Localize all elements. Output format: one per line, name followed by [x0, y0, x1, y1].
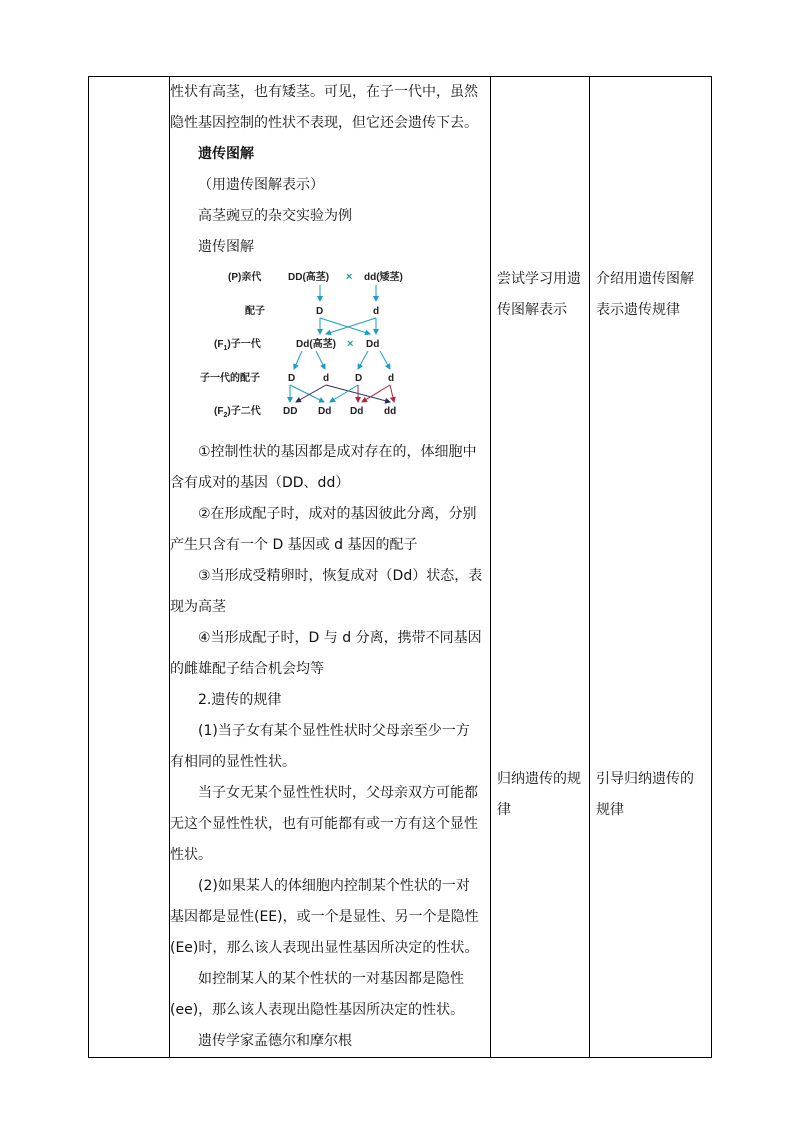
- section-heading: 2.遗传的规律: [198, 692, 282, 708]
- text-line: 传图解表示: [497, 302, 567, 318]
- text-line: 的雌雄配子结合机会均等: [170, 661, 324, 677]
- student-activity-2: [497, 764, 585, 826]
- arrow-x7: [362, 385, 390, 402]
- f1-gamete-2: d: [323, 373, 330, 384]
- f1-right: Dd: [366, 339, 380, 350]
- text-line: 律: [497, 802, 511, 818]
- gamete-d: d: [373, 306, 380, 317]
- text-line: 介绍用遗传图解: [596, 271, 694, 287]
- text-line: 产生只含有一个 D 基因或 d 基因的配子: [170, 537, 418, 553]
- arrow-x2: [290, 385, 324, 402]
- parent-dd: dd(矮茎): [364, 272, 403, 283]
- teacher-activity-1: [596, 264, 707, 326]
- text-line: (ee)，那么该人表现出隐性基因所决定的性状。: [170, 1002, 465, 1018]
- f1-gamete-1: D: [288, 373, 296, 384]
- f2-DD: DD: [283, 406, 298, 417]
- text-line: 规律: [596, 802, 624, 818]
- text-line: ①控制性状的基因都是成对存在的，体细胞中: [198, 444, 477, 460]
- f2-Dd-1: Dd: [318, 406, 332, 417]
- cross-icon-f1: ×: [347, 338, 354, 350]
- text-line: 如控制某人的某个性状的一对基因都是隐性: [198, 971, 464, 987]
- parent-DD: DD(高茎): [288, 272, 330, 283]
- arrow-f1a: [294, 351, 302, 369]
- text-line: 有相同的显性性状。: [170, 754, 296, 770]
- text-line: 当子女无某个显性性状时，父母亲双方可能都: [198, 785, 478, 801]
- arrow-f1b: [316, 351, 325, 369]
- arrow-g2: [320, 318, 370, 334]
- gamete-D: D: [316, 306, 324, 317]
- paren-note: （用遗传图解表示）: [198, 177, 324, 193]
- text-line: ③当形成受精卵时，恢复成对（Dd）状态，表: [198, 568, 483, 584]
- f1-left: Dd(高茎): [296, 339, 336, 350]
- f2-Dd-2: Dd: [350, 406, 364, 417]
- text-line: 性状。: [170, 847, 212, 863]
- text-line: ②在形成配子时，成对的基因彼此分离，分别: [198, 506, 477, 522]
- text-line: (1)当子女有某个显性性状时父母亲至少一方: [198, 723, 470, 739]
- text-line: 无这个显性性状，也有可能都有或一方有这个显性: [170, 816, 478, 832]
- text-line: ④当形成配子时，D 与 d 分离，携带不同基因: [198, 630, 482, 646]
- text-line: 现为高茎: [170, 599, 226, 615]
- text-line: 引导归纳遗传的: [596, 771, 694, 787]
- text-line: 含有成对的基因（DD、dd）: [170, 475, 350, 491]
- label-f1-gamete: 子一代的配子: [200, 373, 260, 384]
- student-activity-1: [497, 264, 585, 326]
- content-cell: [170, 77, 491, 1058]
- f2-dd: dd: [384, 406, 397, 417]
- text-line: 遗传学家孟德尔和摩尔根: [198, 1033, 352, 1049]
- text-line: 尝试学习用遗: [497, 271, 581, 287]
- f1-gamete-4: d: [388, 373, 395, 384]
- arrow-x8: [390, 385, 394, 402]
- arrow-f1d: [380, 351, 390, 369]
- label-gamete: 配子: [245, 306, 265, 317]
- heading-diagram: 遗传图解: [198, 146, 254, 162]
- text-line: 基因都是显性(EE)，或一个是显性、另一个是隐性: [170, 909, 479, 925]
- arrow-g3: [326, 318, 376, 334]
- text-line: (2)如果某人的体细胞内控制某个性状的一对: [198, 878, 470, 894]
- heading-diagram-2: 遗传图解: [198, 239, 254, 255]
- arrow-f1c: [358, 351, 368, 369]
- text-line: 表示遗传规律: [596, 302, 680, 318]
- genetic-cross-diagram: [170, 265, 490, 435]
- label-parent: (P)亲代: [228, 272, 262, 283]
- arrow-x3: [296, 385, 326, 402]
- student-activity-cell: [491, 77, 590, 1058]
- lesson-table: [88, 76, 712, 1058]
- text-line: (Ee)时，那么该人表现出显性基因所决定的性状。: [170, 940, 479, 956]
- text-line: 隐性基因控制的性状不表现，但它还会遗传下去。: [170, 115, 478, 131]
- example-text: 高茎豌豆的杂交实验为例: [198, 208, 352, 224]
- cross-icon: ×: [346, 271, 353, 283]
- teacher-activity-2: [596, 764, 707, 826]
- text-line: 归纳遗传的规: [497, 771, 581, 787]
- cross-diagram-svg: [170, 265, 478, 435]
- empty-column-cell: [89, 77, 170, 1058]
- f1-gamete-3: D: [355, 373, 363, 384]
- text-line: 性状有高茎，也有矮茎。可见，在子一代中，虽然: [170, 84, 478, 100]
- label-f1: $(F_1)$子一代: [214, 339, 261, 352]
- label-f2: $(F_2)$子二代: [214, 406, 261, 419]
- teacher-activity-cell: [590, 77, 712, 1058]
